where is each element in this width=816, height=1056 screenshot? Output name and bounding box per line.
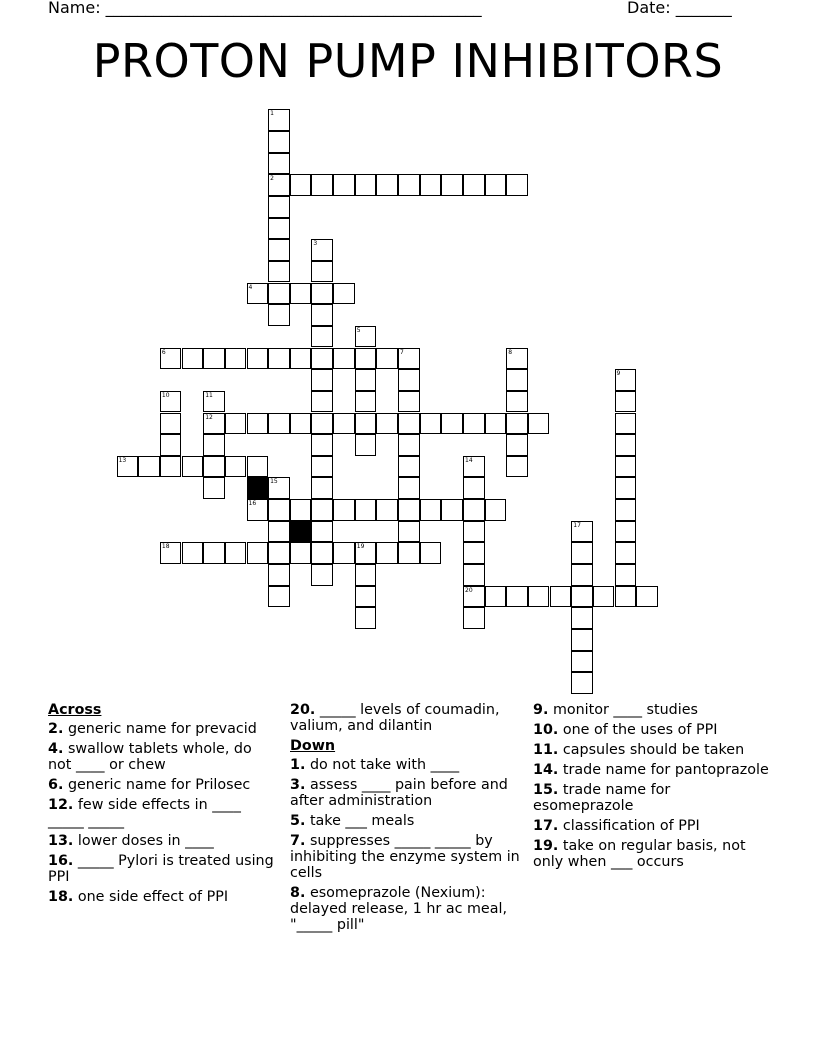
- crossword-cell[interactable]: [376, 413, 398, 435]
- crossword-cell[interactable]: [333, 283, 355, 305]
- page-title: PROTON PUMP INHIBITORS: [92, 34, 724, 88]
- crossword-cell[interactable]: [268, 521, 290, 543]
- crossword-cell[interactable]: [203, 456, 225, 478]
- crossword-cell[interactable]: [528, 586, 550, 608]
- cell-number: 4: [248, 283, 253, 291]
- crossword-cell[interactable]: [268, 477, 290, 499]
- crossword-cell[interactable]: [311, 304, 333, 326]
- crossword-cell[interactable]: [463, 174, 485, 196]
- clue-down-14: 14. trade name for pantoprazole: [533, 762, 769, 778]
- crossword-cell[interactable]: [355, 174, 377, 196]
- crossword-cell[interactable]: [398, 369, 420, 391]
- cell-number: 14: [465, 456, 473, 464]
- crossword-cell[interactable]: [182, 456, 204, 478]
- clue-down-3: 3. assess ____ pain before and after administration: [290, 777, 508, 809]
- crossword-cell[interactable]: [247, 456, 269, 478]
- crossword-cell[interactable]: [268, 261, 290, 283]
- cell-number: 8: [508, 348, 513, 356]
- crossword-cell[interactable]: [593, 586, 615, 608]
- clue-across-4: 4. swallow tablets whole, do not ____ or chew: [48, 741, 252, 773]
- date-field-label: Date: _______: [627, 0, 732, 17]
- clue-down-5: 5. take ___ meals: [290, 813, 415, 829]
- crossword-cell[interactable]: [615, 369, 637, 391]
- crossword-cell[interactable]: [463, 586, 485, 608]
- clue-down-15: 15. trade name for esomeprazole: [533, 782, 671, 814]
- cell-number: 19: [356, 543, 365, 551]
- crossword-cell[interactable]: [268, 196, 290, 218]
- cell-number: 20: [465, 586, 473, 594]
- crossword-cell[interactable]: [311, 174, 333, 196]
- crossword-cell[interactable]: [268, 109, 290, 131]
- crossword-cell[interactable]: [333, 542, 355, 564]
- crossword-cell[interactable]: [463, 542, 485, 564]
- crossword-cell[interactable]: [203, 477, 225, 499]
- crossword-cell[interactable]: [463, 477, 485, 499]
- crossword-cell[interactable]: [268, 304, 290, 326]
- crossword-cell[interactable]: [398, 174, 420, 196]
- cell-number: 11: [205, 391, 213, 399]
- crossword-cell[interactable]: [333, 499, 355, 521]
- crossword-cell[interactable]: [615, 542, 637, 564]
- crossword-cell[interactable]: [268, 564, 290, 586]
- cell-number: 12: [205, 413, 213, 421]
- cell-number: 9: [616, 370, 621, 378]
- crossword-cell[interactable]: [376, 174, 398, 196]
- crossword-cell[interactable]: [506, 434, 528, 456]
- crossword-cell[interactable]: [203, 391, 225, 413]
- cell-number: 2: [270, 175, 274, 183]
- crossword-cell[interactable]: [290, 283, 312, 305]
- crossword-cell[interactable]: [247, 348, 269, 370]
- crossword-cell[interactable]: [268, 153, 290, 175]
- clue-across-2: 2. generic name for prevacid: [48, 721, 257, 737]
- crossword-cell[interactable]: [311, 477, 333, 499]
- crossword-cell[interactable]: [571, 564, 593, 586]
- clue-down-10: 10. one of the uses of PPI: [533, 722, 718, 738]
- crossword-cell[interactable]: [550, 586, 572, 608]
- clue-across-18: 18. one side effect of PPI: [48, 889, 229, 905]
- crossword-cell[interactable]: [463, 499, 485, 521]
- crossword-cell[interactable]: [615, 413, 637, 435]
- crossword-cell[interactable]: [203, 348, 225, 370]
- clue-down-17: 17. classification of PPI: [533, 818, 700, 834]
- clues-column-1: [48, 702, 278, 909]
- crossword-cell[interactable]: [463, 413, 485, 435]
- crossword-cell[interactable]: [571, 542, 593, 564]
- crossword-cell[interactable]: [160, 456, 182, 478]
- clue-across-6: 6. generic name for Prilosec: [48, 777, 251, 793]
- crossword-cell[interactable]: [506, 174, 528, 196]
- crossword-cell[interactable]: [225, 413, 247, 435]
- crossword-cell[interactable]: [290, 413, 312, 435]
- clue-down-19: 19. take on regular basis, not only when ___ occurs: [533, 838, 746, 870]
- clue-across-13: 13. lower doses in ____: [48, 833, 214, 849]
- crossword-cell[interactable]: [268, 131, 290, 153]
- clue-down-1: 1. do not take with ____: [290, 757, 460, 773]
- crossword-cell[interactable]: [160, 542, 182, 564]
- crossword-cell[interactable]: [355, 607, 377, 629]
- crossword-cell[interactable]: [463, 521, 485, 543]
- crossword-cell[interactable]: [571, 629, 593, 651]
- crossword-cell[interactable]: [117, 456, 139, 478]
- crossword-cell[interactable]: [420, 413, 442, 435]
- crossword-cell[interactable]: [528, 413, 550, 435]
- crossword-cell[interactable]: [247, 542, 269, 564]
- crossword-cell[interactable]: [398, 456, 420, 478]
- crossword-cell[interactable]: [571, 672, 593, 694]
- crossword-cell[interactable]: [506, 348, 528, 370]
- crossword-cell[interactable]: [398, 348, 420, 370]
- crossword-cell[interactable]: [268, 586, 290, 608]
- crossword-cell[interactable]: [615, 586, 637, 608]
- crossword-cell[interactable]: [333, 174, 355, 196]
- crossword-cell[interactable]: [615, 434, 637, 456]
- crossword-cell[interactable]: [506, 413, 528, 435]
- down-heading: Down: [290, 738, 336, 754]
- crossword-cell[interactable]: [311, 283, 333, 305]
- crossword-cell[interactable]: [506, 369, 528, 391]
- crossword-cell[interactable]: [268, 542, 290, 564]
- crossword-cell[interactable]: [311, 369, 333, 391]
- crossword-cell[interactable]: [268, 413, 290, 435]
- crossword-cell[interactable]: [160, 434, 182, 456]
- crossword-cell[interactable]: [615, 456, 637, 478]
- clue-across-12: 12. few side effects in ____ _____ _____: [48, 797, 241, 829]
- crossword-cell[interactable]: [203, 542, 225, 564]
- crossword-cell[interactable]: [615, 564, 637, 586]
- crossword-cell[interactable]: [355, 326, 377, 348]
- crossword-cell[interactable]: [311, 456, 333, 478]
- crossword-cell[interactable]: [138, 456, 160, 478]
- cell-number: 6: [161, 348, 166, 356]
- crossword-cell[interactable]: [420, 542, 442, 564]
- clues-column-3: [533, 702, 773, 874]
- crossword-cell[interactable]: [182, 348, 204, 370]
- clue-down-9: 9. monitor ____ studies: [533, 702, 698, 718]
- crossword-cell[interactable]: [376, 348, 398, 370]
- crossword-cell[interactable]: [398, 434, 420, 456]
- crossword-cell[interactable]: [355, 542, 377, 564]
- crossword-cell[interactable]: [355, 586, 377, 608]
- crossword-cell[interactable]: [485, 499, 507, 521]
- crossword-cell[interactable]: [290, 174, 312, 196]
- crossword-cell[interactable]: [290, 542, 312, 564]
- crossword-cell[interactable]: [398, 521, 420, 543]
- cell-number: 7: [400, 348, 404, 356]
- cell-number: 5: [356, 326, 361, 334]
- crossword-cell[interactable]: [203, 434, 225, 456]
- crossword-cell[interactable]: [441, 174, 463, 196]
- crossword-cell[interactable]: [355, 413, 377, 435]
- crossword-cell[interactable]: [485, 586, 507, 608]
- crossword-cell[interactable]: [571, 586, 593, 608]
- crossword-cell[interactable]: [376, 499, 398, 521]
- black-square: [290, 521, 312, 543]
- crossword-cell[interactable]: [441, 499, 463, 521]
- crossword-cell[interactable]: [398, 413, 420, 435]
- crossword-cell[interactable]: [247, 413, 269, 435]
- crossword-cell[interactable]: [506, 586, 528, 608]
- crossword-cell[interactable]: [268, 239, 290, 261]
- crossword-cell[interactable]: [290, 499, 312, 521]
- crossword-cell[interactable]: [247, 283, 269, 305]
- crossword-cell[interactable]: [506, 456, 528, 478]
- crossword-cell[interactable]: [463, 607, 485, 629]
- clue-across-20: 20. _____ levels of coumadin, valium, and dilantin: [290, 702, 500, 734]
- cell-number: 3: [313, 240, 318, 248]
- cell-number: 16: [248, 500, 257, 508]
- crossword-cell[interactable]: [571, 607, 593, 629]
- crossword-cell[interactable]: [225, 542, 247, 564]
- crossword-cell[interactable]: [376, 542, 398, 564]
- crossword-cell[interactable]: [355, 499, 377, 521]
- crossword-cell[interactable]: [160, 391, 182, 413]
- crossword-cell[interactable]: [268, 499, 290, 521]
- crossword-cell[interactable]: [636, 586, 658, 608]
- crossword-cell[interactable]: [311, 564, 333, 586]
- crossword-cell[interactable]: [160, 348, 182, 370]
- across-heading: Across: [48, 702, 102, 718]
- crossword-cell[interactable]: [615, 391, 637, 413]
- crossword-cell[interactable]: [441, 413, 463, 435]
- crossword-cell[interactable]: [333, 413, 355, 435]
- crossword-cell[interactable]: [398, 499, 420, 521]
- crossword-cell[interactable]: [398, 542, 420, 564]
- black-square: [247, 477, 269, 499]
- crossword-cell[interactable]: [311, 261, 333, 283]
- crossword-cell[interactable]: [311, 239, 333, 261]
- cell-number: 15: [270, 478, 278, 486]
- crossword-cell[interactable]: [290, 348, 312, 370]
- crossword-cell[interactable]: [160, 413, 182, 435]
- crossword-cell[interactable]: [571, 651, 593, 673]
- name-field-label: Name: _______________________________________________: [48, 0, 482, 17]
- crossword-cell[interactable]: [398, 391, 420, 413]
- crossword-cell[interactable]: [615, 521, 637, 543]
- crossword-cell[interactable]: [506, 391, 528, 413]
- cell-number: 17: [573, 521, 581, 529]
- clue-down-11: 11. capsules should be taken: [533, 742, 745, 758]
- crossword-cell[interactable]: [355, 434, 377, 456]
- crossword-cell[interactable]: [268, 218, 290, 240]
- crossword-cell[interactable]: [311, 499, 333, 521]
- crossword-cell[interactable]: [420, 499, 442, 521]
- cell-number: 18: [161, 543, 170, 551]
- crossword-cell[interactable]: [355, 348, 377, 370]
- crossword-cell[interactable]: [311, 326, 333, 348]
- crossword-cell[interactable]: [420, 174, 442, 196]
- crossword-cell[interactable]: [247, 499, 269, 521]
- crossword-cell[interactable]: [333, 348, 355, 370]
- crossword-cell[interactable]: [203, 413, 225, 435]
- crossword-cell[interactable]: [485, 413, 507, 435]
- clue-down-8: 8. esomeprazole (Nexium): delayed release, 1 hr ac meal, "_____ pill": [290, 885, 507, 933]
- crossword-cell[interactable]: [615, 499, 637, 521]
- crossword-cell[interactable]: [355, 564, 377, 586]
- crossword-cell[interactable]: [311, 348, 333, 370]
- cell-number: 13: [118, 456, 127, 464]
- crossword-cell[interactable]: [311, 434, 333, 456]
- clues-column-2: [290, 702, 525, 937]
- crossword-cell[interactable]: [463, 564, 485, 586]
- crossword-cell[interactable]: [311, 391, 333, 413]
- cell-number: 1: [270, 110, 274, 118]
- crossword-cell[interactable]: [268, 348, 290, 370]
- crossword-cell[interactable]: [182, 542, 204, 564]
- crossword-cell[interactable]: [571, 521, 593, 543]
- crossword-cell[interactable]: [355, 369, 377, 391]
- crossword-cell[interactable]: [268, 283, 290, 305]
- crossword-cell[interactable]: [355, 391, 377, 413]
- crossword-cell[interactable]: [225, 348, 247, 370]
- clue-across-16: 16. _____ Pylori is treated using PPI: [48, 853, 274, 885]
- clue-down-7: 7. suppresses _____ _____ by inhibiting the enzyme system in cells: [290, 833, 520, 881]
- crossword-cell[interactable]: [615, 477, 637, 499]
- crossword-cell[interactable]: [225, 456, 247, 478]
- crossword-cell[interactable]: [398, 477, 420, 499]
- crossword-cell[interactable]: [485, 174, 507, 196]
- cell-number: 10: [161, 391, 170, 399]
- crossword-cell[interactable]: [311, 413, 333, 435]
- crossword-cell[interactable]: [311, 521, 333, 543]
- crossword-cell[interactable]: [463, 456, 485, 478]
- crossword-cell[interactable]: [311, 542, 333, 564]
- crossword-cell[interactable]: [268, 174, 290, 196]
